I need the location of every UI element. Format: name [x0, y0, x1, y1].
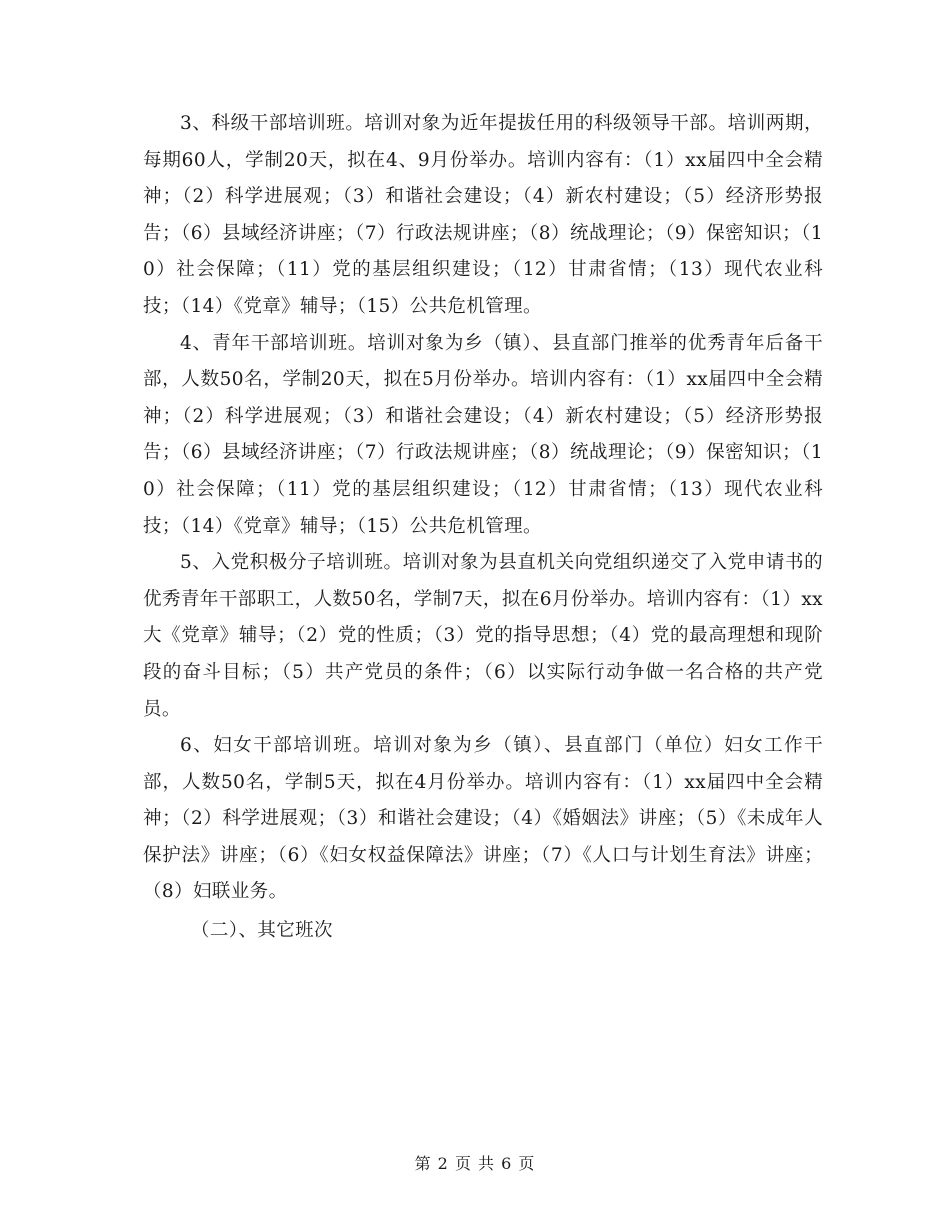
- paragraph-section-4: 4、青年干部培训班。培训对象为乡（镇）、县直部门推举的优秀青年后备干部，人数50名，学制20天，拟在5月份举办。培训内容有：（1）xx届四中全会精神；（2）科学进展观；（3）和谐社会建设；（4）新农村建设；（5）经济形势报告；（6）县域经济讲座；（7）行政法规讲座；（8）统战理论；（9）保密知识；（10）社会保障；（11）党的基层组织建设；（12）甘肃省情；（13）现代农业科技；（14）《党章》辅导；（15）公共危机管理。: [143, 332, 823, 537]
- section-subheading: （二）、其它班次: [191, 920, 333, 942]
- paragraph-section-6: 6、妇女干部培训班。培训对象为乡（镇）、县直部门（单位）妇女工作干部，人数50名，学制5天，拟在4月份举办。培训内容有：（1）xx届四中全会精神；（2）科学进展观；（3）和谐社会建设；（4）《婚姻法》讲座；（5）《未成年人保护法》讲座；（6）《妇女权益保障法》讲座；（7）《人口与计划生育法》讲座；（8）妇联业务。: [143, 735, 823, 903]
- paragraph-section-3: 3、科级干部培训班。培训对象为近年提拔任用的科级领导干部。培训两期，每期60人，学制20天，拟在4、9月份举办。培训内容有：（1）xx届四中全会精神；（2）科学进展观；（3）和谐社会建设；（4）新农村建设；（5）经济形势报告；（6）县域经济讲座；（7）行政法规讲座；（8）统战理论；（9）保密知识；（10）社会保障；（11）党的基层组织建设；（12）甘肃省情；（13）现代农业科技；（14）《党章》辅导；（15）公共危机管理。: [143, 113, 823, 317]
- paragraph-section-5: 5、入党积极分子培训班。培训对象为县直机关向党组织递交了入党申请书的优秀青年干部职工，人数50名，学制7天，拟在6月份举办。培训内容有：（1）xx大《党章》辅导；（2）党的性质；（3）党的指导思想；（4）党的最高理想和现阶段的奋斗目标；（5）共产党员的条件；（6）以实际行动争做一名合格的共产党员。: [143, 552, 823, 720]
- document-body: [143, 106, 823, 950]
- page-number-footer: 第 2 页 共 6 页: [414, 1154, 536, 1173]
